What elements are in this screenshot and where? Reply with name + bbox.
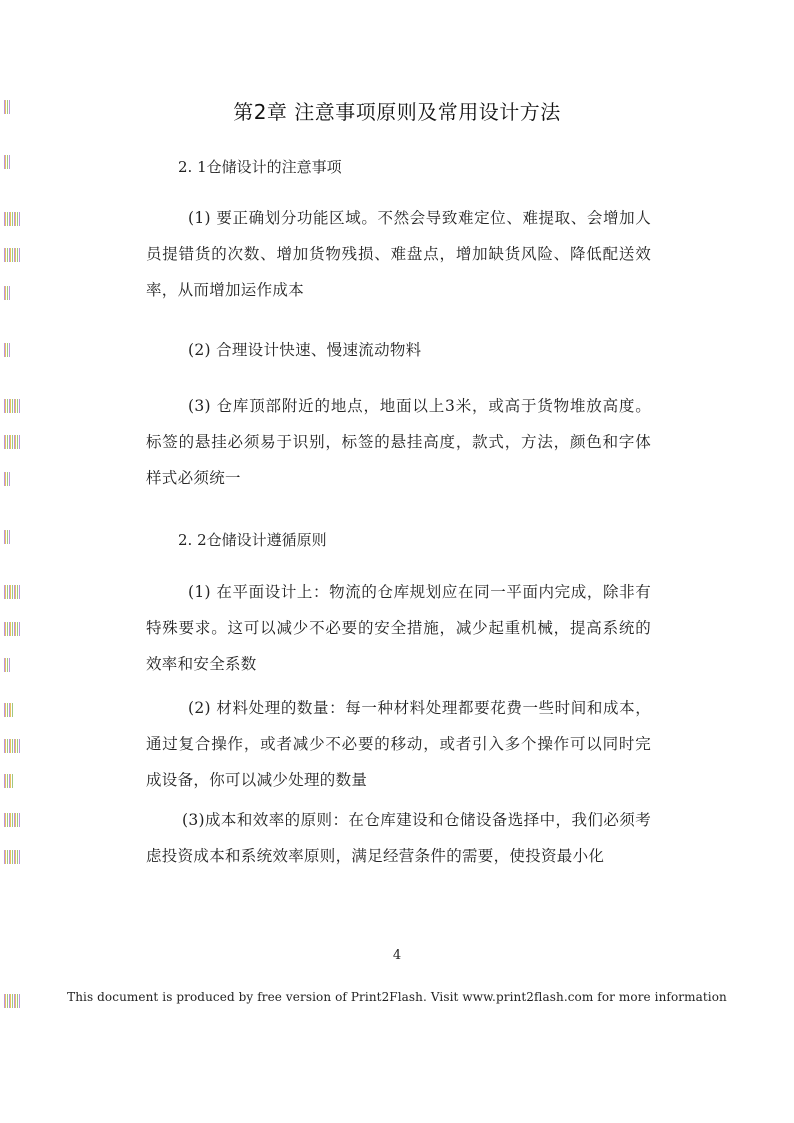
page-number: 4 <box>392 948 402 963</box>
paragraph-text: (1) 要正确划分功能区域。不然会导致难定位、难提取、会增加人员提错货的次数、增加货物残损、难盘点，增加缺货风险、降低配送效率，从而增加运作成本 <box>146 209 651 299</box>
margin-mark <box>4 850 20 864</box>
section-heading-2-2: 2. 2仓储设计遵循原则 <box>178 531 327 549</box>
section-heading-2-1: 2. 1仓储设计的注意事项 <box>178 158 342 176</box>
margin-mark <box>4 739 20 753</box>
margin-mark <box>4 399 20 413</box>
paragraph-item <box>146 332 651 368</box>
margin-mark <box>4 622 20 636</box>
paragraph-text: (2) 合理设计快速、慢速流动物料 <box>188 341 422 359</box>
paragraph-text: (3)成本和效率的原则：在仓库建设和仓储设备选择中，我们必须考虑投资成本和系统效率原则，满足经营条件的需要，使投资最小化 <box>146 811 651 865</box>
chapter-title: 第2章 注意事项原则及常用设计方法 <box>233 100 561 124</box>
margin-mark <box>4 472 10 486</box>
margin-mark <box>4 530 10 544</box>
paragraph-item <box>146 200 651 308</box>
margin-mark <box>4 658 10 672</box>
paragraph-text: (1) 在平面设计上：物流的仓库规划应在同一平面内完成，除非有特殊要求。这可以减少不必要的安全措施，减少起重机械，提高系统的效率和安全系数 <box>146 583 651 673</box>
paragraph-item <box>146 388 651 496</box>
print2flash-footer-note: This document is produced by free version of Print2Flash. Visit www.print2flash.com for more information <box>67 990 727 1004</box>
margin-mark <box>4 435 20 449</box>
margin-mark <box>4 286 10 300</box>
margin-mark <box>4 585 20 599</box>
margin-mark <box>4 248 20 262</box>
margin-mark <box>4 343 10 357</box>
margin-mark <box>4 813 20 827</box>
margin-mark <box>4 212 20 226</box>
paragraph-text: (2) 材料处理的数量：每一种材料处理都要花费一些时间和成本，通过复合操作，或者减少不必要的移动，或者引入多个操作可以同时完成设备，你可以减少处理的数量 <box>146 699 651 789</box>
paragraph-item <box>146 802 651 874</box>
margin-mark <box>4 774 14 788</box>
margin-mark <box>4 703 14 717</box>
paragraph-item <box>146 574 651 682</box>
margin-mark <box>4 155 10 169</box>
paragraph-item <box>146 690 651 798</box>
paragraph-text: (3) 仓库顶部附近的地点，地面以上3米，或高于货物堆放高度。标签的悬挂必须易于识别，标签的悬挂高度，款式，方法，颜色和字体样式必须统一 <box>146 397 651 487</box>
